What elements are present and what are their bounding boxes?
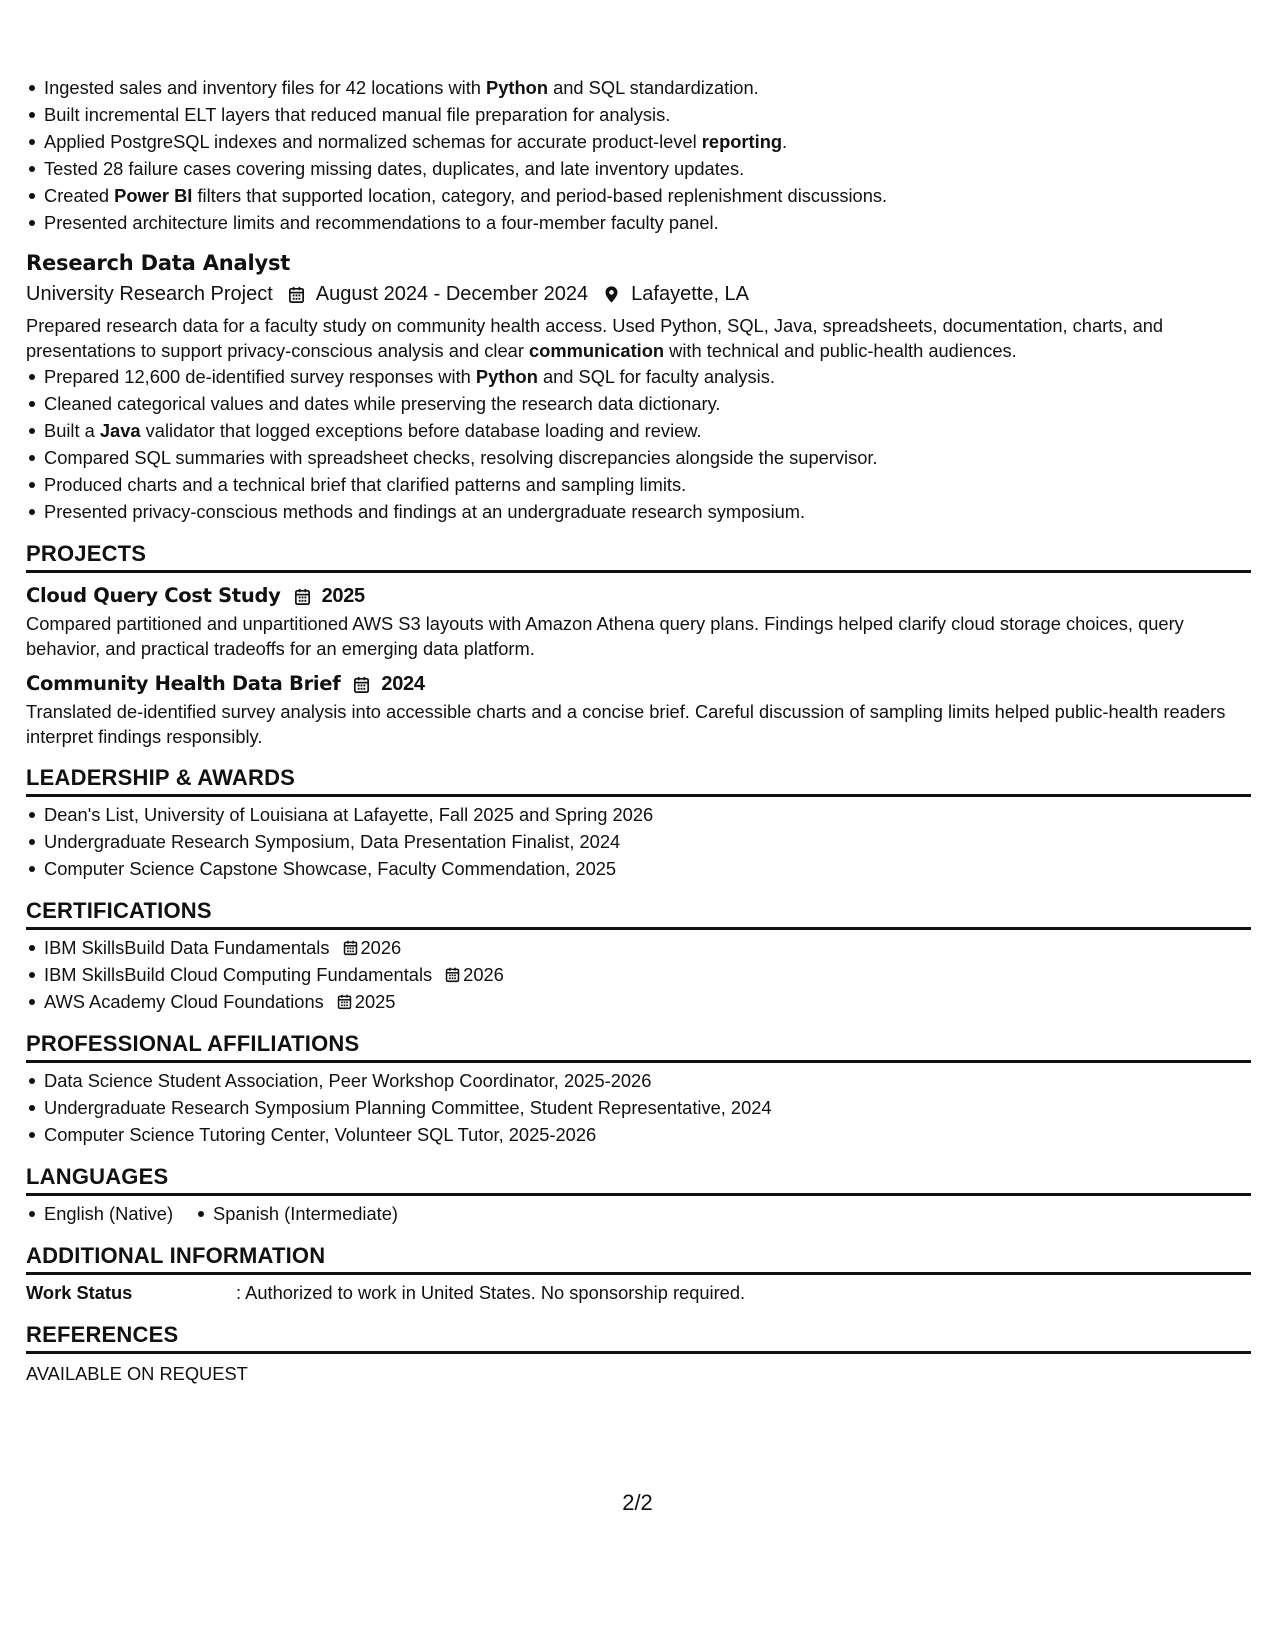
list-item: Prepared 12,600 de-identified survey responses with Python and SQL for faculty analysis.	[44, 363, 1251, 390]
leadership-list	[26, 801, 1251, 882]
project-description: Translated de-identified survey analysis into accessible charts and a concise brief. Careful discussion of sampling limits helped public-health readers interpret findings responsibly.	[26, 701, 1226, 747]
location-pin-icon	[602, 285, 621, 304]
list-item: Built incremental ELT layers that reduced manual file preparation for analysis.	[44, 101, 1251, 128]
calendar-icon	[336, 993, 353, 1010]
role-description: Prepared research data for a faculty study on community health access. Used Python, SQL, Java, spreadsheets, documentation, charts, and presentations to support privacy-conscious analysis and clear communication with technical and public-health audiences.	[26, 315, 1164, 361]
list-item: Computer Science Tutoring Center, Volunteer SQL Tutor, 2025-2026	[44, 1121, 1251, 1148]
section-heading-certifications: CERTIFICATIONS	[26, 896, 1251, 930]
list-item: Presented architecture limits and recommendations to a four-member faculty panel.	[44, 209, 1251, 236]
work-status-value: : Authorized to work in United States. No sponsorship required.	[236, 1282, 746, 1303]
work-status-row	[26, 1280, 1251, 1306]
list-item: Presented privacy-conscious methods and findings at an undergraduate research symposium.	[44, 498, 1251, 525]
list-item: Cleaned categorical values and dates while preserving the research data dictionary.	[44, 390, 1251, 417]
section-heading-languages: LANGUAGES	[26, 1162, 1251, 1196]
list-item: Produced charts and a technical brief that clarified patterns and sampling limits.	[44, 471, 1251, 498]
list-item: Spanish (Intermediate)	[213, 1200, 398, 1227]
cert-year: 2026	[463, 964, 504, 985]
section-heading-additional-info: ADDITIONAL INFORMATION	[26, 1241, 1251, 1275]
cert-year: 2026	[360, 937, 402, 958]
list-item: Tested 28 failure cases covering missing dates, duplicates, and late inventory updates.	[44, 155, 1251, 182]
role-dates: August 2024 - December 2024	[315, 283, 589, 305]
list-item: Computer Science Capstone Showcase, Faculty Commendation, 2025	[44, 855, 1251, 882]
list-item: Undergraduate Research Symposium Planning Committee, Student Representative, 2024	[44, 1094, 1251, 1121]
section-heading-leadership: LEADERSHIP & AWARDS	[26, 763, 1251, 797]
calendar-icon	[287, 285, 306, 304]
work-status-label: Work Status	[26, 1282, 133, 1303]
cert-year: 2025	[354, 991, 396, 1012]
references-text: AVAILABLE ON REQUEST	[26, 1363, 248, 1384]
calendar-icon	[342, 939, 359, 956]
role-meta	[26, 278, 1251, 310]
project-title: Cloud Query Cost Study 2025	[26, 581, 1251, 611]
calendar-icon	[444, 966, 461, 983]
page-number: 2/2	[622, 1490, 653, 1515]
role-location: Lafayette, LA	[631, 283, 750, 305]
affiliations-list	[26, 1067, 1251, 1148]
section-heading-projects: PROJECTS	[26, 539, 1251, 573]
project-description: Compared partitioned and unpartitioned AWS S3 layouts with Amazon Athena query plans. Findings helped clarify cloud storage choices, query behavior, and practical tradeoffs for an emerging data platform.	[26, 613, 1184, 659]
list-item: Created Power BI filters that supported location, category, and period-based replenishment discussions.	[44, 182, 1251, 209]
list-item: Undergraduate Research Symposium, Data Presentation Finalist, 2024	[44, 828, 1251, 855]
role-organization: University Research Project	[26, 283, 273, 305]
section-heading-references: REFERENCES	[26, 1320, 1251, 1354]
list-item: Built a Java validator that logged exceptions before database loading and review.	[44, 417, 1251, 444]
list-item: Compared SQL summaries with spreadsheet checks, resolving discrepancies alongside the supervisor.	[44, 444, 1251, 471]
list-item: AWS Academy Cloud Foundations 2025	[44, 988, 1251, 1015]
list-item: Dean's List, University of Louisiana at Lafayette, Fall 2025 and Spring 2026	[44, 801, 1251, 828]
role-title: Research Data Analyst	[26, 251, 291, 275]
role-bullets	[26, 363, 1251, 525]
project-year: 2024	[381, 673, 425, 695]
list-item: IBM SkillsBuild Data Fundamentals 2026	[44, 934, 1251, 961]
list-item: Applied PostgreSQL indexes and normalized schemas for accurate product-level reporting.	[44, 128, 1251, 155]
project-year: 2025	[321, 585, 365, 607]
list-item: English (Native)	[44, 1200, 173, 1227]
project-title: Community Health Data Brief 2024	[26, 669, 1251, 699]
calendar-icon	[293, 587, 312, 606]
calendar-icon	[352, 675, 371, 694]
list-item: Data Science Student Association, Peer Workshop Coordinator, 2025-2026	[44, 1067, 1251, 1094]
list-item: Ingested sales and inventory files for 42 locations with Python and SQL standardization.	[44, 74, 1251, 101]
previous-role-bullets	[26, 74, 1251, 236]
list-item: IBM SkillsBuild Cloud Computing Fundamentals 2026	[44, 961, 1251, 988]
languages-list	[26, 1200, 1251, 1227]
certifications-list	[26, 934, 1251, 1015]
section-heading-affiliations: PROFESSIONAL AFFILIATIONS	[26, 1029, 1251, 1063]
